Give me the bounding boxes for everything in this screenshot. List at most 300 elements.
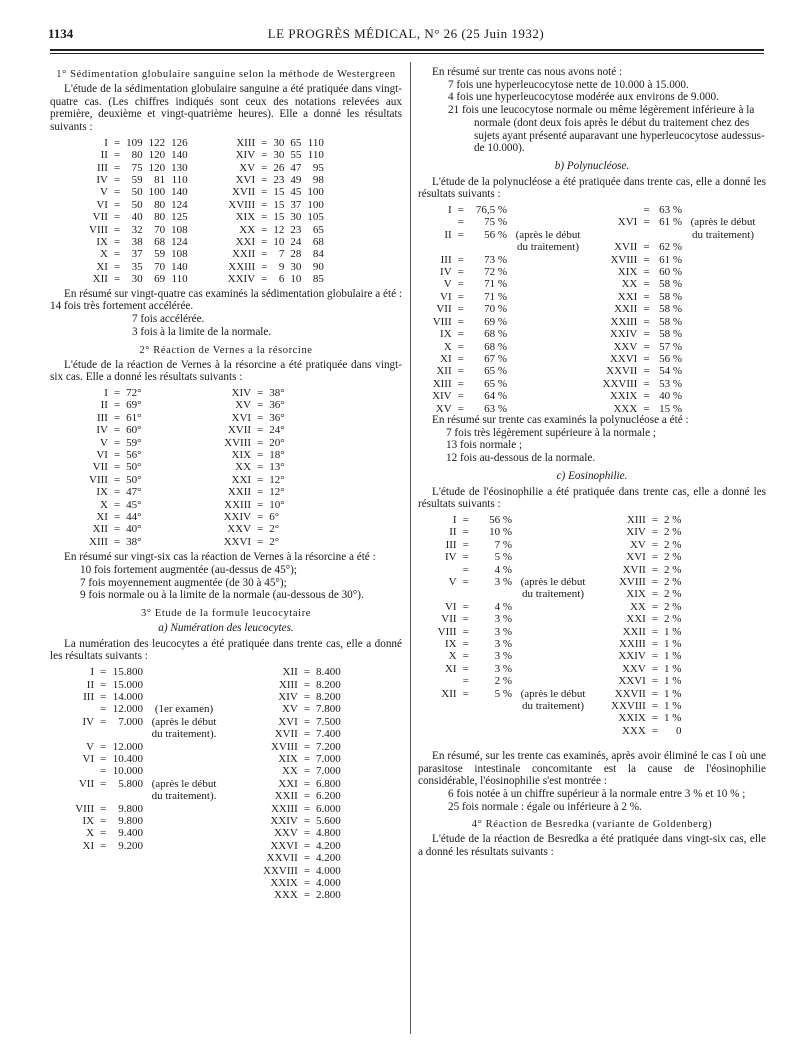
table-row (426, 638, 591, 650)
equals-sign: = (113, 136, 121, 149)
table-cell: I (104, 386, 108, 399)
table-cell (685, 341, 761, 353)
table-cell: 12.000 (112, 740, 143, 753)
vernes-summary: En résumé sur vingt-six cas la réaction de Vernes à la résorcine a été : (64, 551, 376, 564)
section-title-vernes: 2° Réaction de Vernes a la résorcine (139, 344, 313, 356)
table-row (426, 341, 586, 353)
table-row (260, 778, 344, 790)
table-cell: XVIII (610, 253, 638, 266)
table-cell: XXIV (270, 814, 298, 827)
equals-sign: = (457, 266, 464, 279)
table-cell (146, 815, 222, 827)
table-cell: 7.800 (316, 703, 341, 716)
table-row (596, 303, 761, 315)
section-title-sedimentation: 1° Sédimentation globulaire sanguine selon la méthode de Westergreen (56, 69, 396, 80)
equals-sign: = (303, 666, 311, 679)
equals-sign: = (261, 198, 268, 211)
table-cell: III (440, 253, 452, 266)
equals-sign: = (113, 436, 121, 449)
table-row (86, 224, 327, 236)
table-cell: 6° (269, 510, 280, 523)
equals-sign: = (651, 600, 659, 613)
table-cell: XI (82, 839, 95, 852)
table-row (72, 827, 222, 839)
table-row (608, 514, 684, 526)
table-cell: 15 % (659, 402, 682, 415)
table-cell: 56° (126, 448, 142, 461)
table-cell: 120 (148, 149, 166, 162)
right-column (418, 66, 766, 859)
table-cell: XXV (613, 340, 638, 353)
equals-sign: = (261, 136, 268, 149)
leucocytes-summary-line: 21 fois une leucocytose normale ou même légèrement inférieure à la normale (dont deux fois après le début du traitement chez des sujets ayant présenté auparavant une hyperleucocytose audessus-de 10.000). (448, 104, 765, 155)
table-cell: XX (281, 765, 298, 778)
table-row (86, 499, 288, 511)
equals-sign: = (100, 777, 107, 790)
table-cell: XIII (236, 136, 256, 149)
table-cell: 44° (126, 510, 142, 523)
table-cell: 81 (154, 174, 166, 187)
table-cell: XVII (231, 186, 256, 199)
table-cell: 122 (148, 136, 166, 149)
spacer (191, 261, 225, 273)
table-cell: 12° (269, 486, 285, 499)
equals-sign: = (257, 424, 264, 437)
table-row (426, 526, 591, 538)
equals-sign: = (257, 399, 264, 412)
journal-title: LE PROGRÈS MÉDICAL, N° 26 (25 Juin 1932) (267, 26, 545, 41)
table-cell: 73 % (484, 253, 507, 266)
equals-sign: = (643, 216, 650, 229)
table-cell: VI (440, 290, 452, 303)
table-cell: 35 (131, 260, 143, 273)
table-cell: XXVII (614, 687, 646, 700)
table-cell: VI (444, 600, 457, 613)
table-row (86, 248, 327, 260)
table-cell: I (104, 136, 108, 149)
table-cell: 5.800 (118, 777, 143, 790)
equals-sign: = (643, 204, 650, 217)
spacer (145, 387, 221, 399)
table-cell: 68 % (484, 340, 507, 353)
table-row (608, 688, 684, 700)
table-cell: 2 % (664, 513, 682, 526)
table-cell: 8.400 (316, 666, 341, 679)
table-cell: XXIII (228, 260, 256, 273)
table-cell: XXIV (227, 273, 256, 286)
equals-sign: = (457, 377, 464, 390)
equals-sign: = (113, 236, 121, 249)
table-row (86, 536, 288, 548)
table-cell (685, 365, 761, 377)
table-row (608, 626, 684, 638)
table-row (260, 741, 344, 753)
table-row (596, 216, 761, 241)
equals-sign: = (303, 802, 311, 815)
equals-sign: = (462, 650, 469, 663)
spacer (145, 461, 221, 473)
table-cell: IV (96, 174, 108, 187)
table-row (596, 390, 761, 402)
table-row (596, 341, 761, 353)
table-row (86, 387, 288, 399)
left-column (50, 66, 402, 902)
spacer (145, 536, 221, 548)
table-row (72, 691, 222, 703)
table-cell: 69 % (484, 315, 507, 328)
table-cell: IX (96, 486, 108, 499)
table-cell (510, 403, 586, 415)
table-cell: 40 % (659, 390, 682, 403)
table-cell: 53 % (659, 377, 682, 390)
table-cell: XIX (235, 211, 256, 224)
equals-sign: = (113, 424, 121, 437)
table-cell: XX (629, 600, 646, 613)
table-cell: 40 (131, 211, 143, 224)
table-cell: XVII (622, 563, 646, 576)
table-cell: XI (444, 662, 457, 675)
table-cell: 40° (126, 523, 142, 536)
table-cell: 38° (269, 386, 285, 399)
spacer (145, 437, 221, 449)
eosinophilie-summary-line: 6 fois notée à un chiffre supérieur à la normale entre 3 % et 10 % ; (448, 788, 746, 801)
table-row (596, 241, 761, 253)
table-row (426, 303, 586, 315)
table-cell: XXVIII (611, 700, 646, 713)
table-cell: 56 % (659, 352, 682, 365)
section-title-besredka: 4° Réaction de Besredka (variante de Goldenberg) (471, 819, 713, 831)
table-cell: 14.000 (112, 690, 143, 703)
table-cell (515, 626, 591, 638)
table-cell: 59 (131, 174, 143, 187)
table-cell (510, 341, 586, 353)
table-cell: I (447, 204, 452, 217)
table-cell: 1 % (664, 700, 682, 713)
table-row (72, 765, 222, 777)
spacer (145, 474, 221, 486)
table-row (260, 666, 344, 678)
equals-sign: = (651, 538, 659, 551)
table-cell: (après le début du traitement) (520, 575, 586, 601)
table-cell (146, 840, 222, 852)
table-cell: 50° (126, 473, 142, 486)
equals-sign: = (457, 216, 464, 229)
table-row (608, 526, 684, 538)
table-cell: XXVI (223, 535, 252, 548)
table-row (86, 137, 327, 149)
table-cell: XXII (231, 248, 256, 261)
table-cell: XVII (274, 728, 298, 741)
equals-sign: = (113, 174, 121, 187)
table-cell: 4.200 (316, 839, 341, 852)
table-cell: II (86, 678, 95, 691)
table-cell: III (83, 690, 95, 703)
table-cell: VIII (89, 473, 108, 486)
table-cell: 47° (126, 486, 142, 499)
leucocytes-summary: En résumé sur trente cas nous avons noté : (432, 66, 623, 78)
table-cell: 75 (131, 161, 143, 174)
table-cell: IV (440, 266, 452, 279)
eosinophilie-table-left (426, 514, 591, 713)
polynucleose-intro: L'étude de la polynucléose a été pratiquée dans trente cas, elle a donné les résultats suivants : (418, 175, 766, 201)
table-cell: XVIII (618, 575, 646, 588)
equals-sign: = (462, 551, 469, 564)
header-rule (50, 49, 764, 51)
table-cell: XX (235, 461, 252, 474)
equals-sign: = (457, 402, 464, 415)
table-cell: V (99, 436, 108, 449)
spacer (191, 211, 225, 223)
table-cell: 1 % (664, 687, 682, 700)
table-cell: 63 % (484, 402, 507, 415)
table-cell: 1 % (664, 712, 682, 725)
table-cell: X (99, 498, 108, 511)
equals-sign: = (643, 377, 650, 390)
table-cell (685, 403, 761, 415)
table-cell: 15 (273, 198, 285, 211)
table-cell: 30 (273, 136, 285, 149)
table-cell: 50° (126, 461, 142, 474)
spacer (145, 449, 221, 461)
equals-sign: = (643, 278, 650, 291)
table-row (86, 486, 288, 498)
table-row (426, 328, 586, 340)
equals-sign: = (257, 473, 264, 486)
table-row (426, 675, 591, 687)
page-number: 1134 (48, 26, 74, 41)
equals-sign: = (462, 575, 469, 588)
spacer (145, 399, 221, 411)
spacer (191, 236, 225, 248)
table-row (426, 390, 586, 402)
table-cell: XII (92, 273, 108, 286)
table-cell: 71 % (484, 290, 507, 303)
table-row (426, 291, 586, 303)
leucocytes-summary-line: 4 fois une hyperleucocytose modérée aux environs de 9.000. (448, 91, 719, 104)
table-cell: 7.400 (316, 728, 341, 741)
table-cell: XXV (273, 827, 298, 840)
table-cell: XVII (614, 241, 638, 254)
table-cell: 68 % (484, 328, 507, 341)
table-cell: XXVI (270, 839, 298, 852)
table-cell: 2 % (664, 613, 682, 626)
table-cell (510, 303, 586, 315)
equals-sign: = (643, 253, 650, 266)
table-row (86, 399, 288, 411)
table-row (596, 291, 761, 303)
table-row (426, 688, 591, 713)
table-cell: 6.000 (316, 802, 341, 815)
table-cell (515, 613, 591, 625)
equals-sign: = (100, 703, 107, 716)
equals-sign: = (643, 340, 650, 353)
table-row (608, 551, 684, 563)
equals-sign: = (462, 600, 469, 613)
table-cell: 57 % (659, 340, 682, 353)
table-cell: 109 (126, 136, 143, 149)
table-cell: XXII (227, 486, 252, 499)
table-cell: XXIX (618, 712, 646, 725)
table-cell: 70 (154, 223, 166, 236)
table-cell: XIX (278, 752, 298, 765)
table-cell: XXIX (609, 390, 638, 403)
table-cell: 9 (278, 260, 285, 273)
table-cell: 105 (307, 211, 324, 224)
table-row (72, 815, 222, 827)
table-row (426, 539, 591, 551)
table-cell: 36° (269, 411, 285, 424)
table-row (260, 815, 344, 827)
table-cell: 67 % (484, 352, 507, 365)
table-row (86, 199, 327, 211)
table-cell: 9.400 (118, 827, 143, 840)
table-cell: XIV (231, 386, 252, 399)
table-cell: XII (436, 365, 452, 378)
sedimentation-intro: L'étude de la sédimentation globulaire sanguine a été pratiquée dans vingt-quatre cas. (Les chiffres indiqués sont ceux des notations relevées aux première, deuxième et vingt-quatrième heures). Elle a donné les résultats suivants : (50, 83, 402, 134)
table-cell: 15.000 (112, 678, 143, 691)
table-cell: 61° (126, 411, 142, 424)
equals-sign: = (261, 248, 268, 261)
column-divider (410, 62, 411, 1034)
table-cell (685, 303, 761, 315)
table-cell: 4.200 (316, 852, 341, 865)
table-row (86, 162, 327, 174)
table-cell: 6 (278, 273, 285, 286)
table-cell: 100 (148, 186, 166, 199)
table-cell: 5.600 (316, 814, 341, 827)
table-cell: IX (444, 638, 457, 651)
table-cell: XXII (274, 790, 298, 803)
table-cell (685, 204, 761, 216)
table-row (426, 266, 586, 278)
table-cell (515, 638, 591, 650)
equals-sign: = (257, 436, 264, 449)
table-cell (426, 675, 460, 687)
table-cell: IV (444, 551, 457, 564)
equals-sign: = (651, 700, 659, 713)
table-cell (515, 564, 591, 576)
table-row (426, 204, 586, 216)
numeration-tables (50, 666, 402, 902)
table-cell (515, 650, 591, 662)
table-cell: 38 (131, 236, 143, 249)
table-row (86, 149, 327, 161)
table-cell: 70 (154, 260, 166, 273)
spacer (145, 424, 221, 436)
table-row (596, 365, 761, 377)
table-cell: (1er examen) (154, 703, 214, 716)
equals-sign: = (303, 839, 311, 852)
table-cell: (après le début du traitement). (151, 777, 217, 803)
table-row (608, 613, 684, 625)
table-cell: 26 (273, 161, 285, 174)
table-cell: X (443, 340, 452, 353)
table-cell (685, 378, 761, 390)
table-cell: XIX (626, 588, 646, 601)
table-row (426, 564, 591, 576)
table-cell: X (99, 248, 108, 261)
equals-sign: = (457, 340, 464, 353)
table-cell: VII (92, 211, 108, 224)
equals-sign: = (261, 186, 268, 199)
equals-sign: = (303, 777, 311, 790)
numeration-intro: La numération des leucocytes a été pratiquée dans trente cas, elle a donné les résultats suivants : (50, 637, 402, 663)
equals-sign: = (462, 625, 469, 638)
equals-sign: = (462, 513, 469, 526)
table-cell: IV (82, 715, 95, 728)
equals-sign: = (261, 236, 268, 249)
table-cell: 120 (148, 161, 166, 174)
table-cell: XVI (617, 216, 638, 229)
table-cell: 59° (126, 436, 142, 449)
table-cell: 5 % (494, 687, 512, 700)
equals-sign: = (303, 728, 311, 741)
table-row (72, 679, 222, 691)
table-cell: VIII (432, 315, 452, 328)
equals-sign: = (261, 211, 268, 224)
table-cell: 8.200 (316, 678, 341, 691)
equals-sign: = (113, 211, 121, 224)
table-cell: 100 (307, 186, 324, 199)
table-cell: 110 (307, 136, 324, 149)
table-cell: 2 % (664, 551, 682, 564)
table-cell: VI (96, 448, 108, 461)
equals-sign: = (113, 223, 121, 236)
table-cell: 7 (278, 248, 285, 261)
table-row (426, 353, 586, 365)
table-cell (510, 254, 586, 266)
subsection-title-eosinophilie: c) Eosinophilie. (556, 469, 628, 482)
table-cell: XIV (235, 149, 256, 162)
table-cell: II (100, 149, 108, 162)
equals-sign: = (651, 575, 659, 588)
equals-sign: = (113, 411, 121, 424)
table-row (86, 236, 327, 248)
table-cell: 2° (269, 535, 280, 548)
equals-sign: = (113, 473, 121, 486)
table-cell: 4.000 (316, 864, 341, 877)
equals-sign: = (261, 223, 268, 236)
table-cell: XXII (622, 625, 646, 638)
equals-sign: = (100, 666, 107, 679)
table-row (426, 316, 586, 328)
table-row (596, 278, 761, 290)
polynucleose-table-right (596, 204, 761, 415)
table-row (72, 753, 222, 765)
equals-sign: = (100, 827, 107, 840)
table-cell: (après le début du traitement). (151, 715, 217, 741)
spacer (191, 199, 225, 211)
table-cell: XI (440, 352, 452, 365)
table-cell (510, 378, 586, 390)
table-cell: XIII (278, 678, 298, 691)
table-cell: 3 % (494, 575, 512, 588)
table-cell: 10.000 (112, 765, 143, 778)
table-row (86, 511, 288, 523)
table-cell: 7.000 (118, 715, 143, 728)
equals-sign: = (100, 814, 107, 827)
table-cell: 49 (290, 174, 302, 187)
equals-sign: = (651, 526, 659, 539)
table-cell: 110 (307, 149, 324, 162)
table-cell (515, 601, 591, 613)
equals-sign: = (261, 174, 268, 187)
table-cell (146, 827, 222, 839)
polynucleose-summary-line: 13 fois normale ; (446, 439, 523, 452)
table-cell: 125 (171, 211, 188, 224)
table-cell: 95 (312, 161, 324, 174)
table-row (426, 551, 591, 563)
